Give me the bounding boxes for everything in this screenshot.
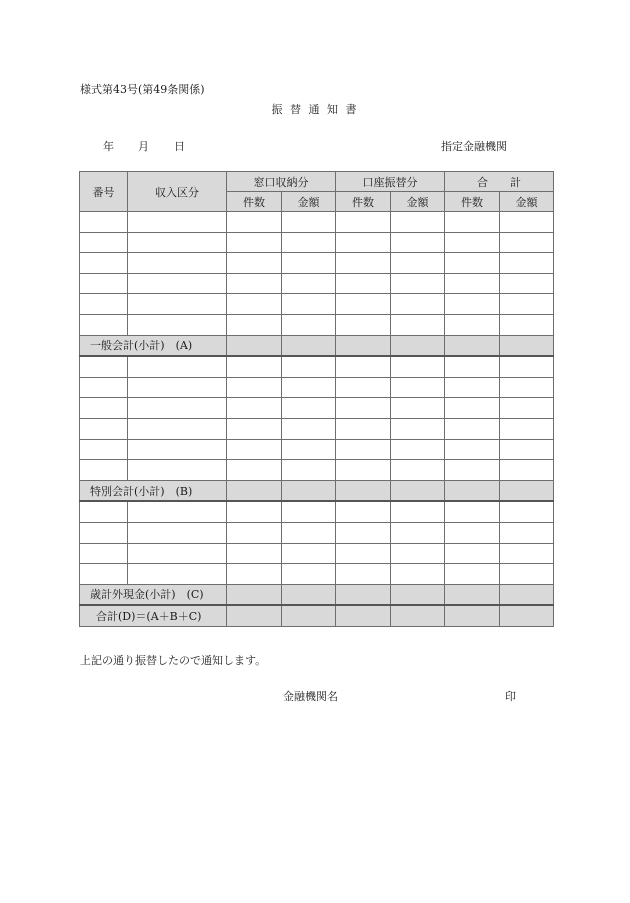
table-cell[interactable] (336, 335, 391, 356)
table-cell[interactable] (128, 253, 227, 274)
table-cell[interactable] (336, 253, 391, 274)
table-cell[interactable] (500, 232, 554, 253)
table-cell[interactable] (227, 460, 282, 481)
date-year-label: 年 (103, 140, 114, 153)
table-cell[interactable] (500, 398, 554, 419)
table-cell[interactable] (282, 314, 336, 335)
table-cell[interactable] (445, 398, 500, 419)
table-cell[interactable] (391, 335, 445, 356)
table-cell[interactable] (128, 501, 227, 522)
table-row (80, 377, 554, 398)
table-cell[interactable] (445, 418, 500, 439)
table-cell[interactable] (80, 356, 128, 377)
table-cell[interactable] (445, 314, 500, 335)
table-cell[interactable] (80, 501, 128, 522)
table-cell[interactable] (227, 232, 282, 253)
table-cell[interactable] (227, 314, 282, 335)
table-row (80, 294, 554, 315)
header-window-collection: 窓口収納分 (227, 172, 336, 192)
table-cell[interactable] (282, 501, 336, 522)
table-cell[interactable] (128, 460, 227, 481)
subtotal-extra-budget-cash-label: 歳計外現金(小計) (C) (80, 584, 227, 605)
table-cell[interactable] (336, 212, 391, 233)
table-cell[interactable] (227, 335, 282, 356)
table-cell[interactable] (445, 543, 500, 564)
table-cell[interactable] (128, 398, 227, 419)
table-cell[interactable] (445, 273, 500, 294)
table-cell[interactable] (80, 418, 128, 439)
table-cell[interactable] (227, 273, 282, 294)
table-cell[interactable] (445, 584, 500, 605)
table-cell[interactable] (391, 480, 445, 501)
table-cell[interactable] (282, 294, 336, 315)
table-row (80, 418, 554, 439)
table-cell[interactable] (282, 480, 336, 501)
table-cell[interactable] (445, 232, 500, 253)
subtotal-extra-budget-cash (80, 584, 554, 605)
table-cell[interactable] (500, 439, 554, 460)
table-cell[interactable] (282, 439, 336, 460)
table-cell[interactable] (128, 564, 227, 585)
table-cell[interactable] (336, 439, 391, 460)
table-cell[interactable] (282, 212, 336, 233)
table-cell[interactable] (80, 253, 128, 274)
table-cell[interactable] (128, 273, 227, 294)
subtotal-general-account (80, 335, 554, 356)
header-account-transfer: 口座振替分 (336, 172, 445, 192)
table-cell[interactable] (128, 522, 227, 543)
table-cell[interactable] (80, 377, 128, 398)
designated-bank-label: 指定金融機関 (441, 140, 507, 153)
table-cell[interactable] (500, 543, 554, 564)
table-cell[interactable] (391, 398, 445, 419)
table-cell[interactable] (445, 605, 500, 626)
table-cell[interactable] (391, 522, 445, 543)
table-cell[interactable] (128, 232, 227, 253)
table-cell[interactable] (391, 314, 445, 335)
header-window-amount: 金額 (282, 192, 336, 212)
table-cell[interactable] (391, 543, 445, 564)
table-cell[interactable] (500, 294, 554, 315)
table-cell[interactable] (500, 212, 554, 233)
table-cell[interactable] (282, 522, 336, 543)
header-transfer-amount: 金額 (391, 192, 445, 212)
table-cell[interactable] (391, 253, 445, 274)
table-cell[interactable] (336, 543, 391, 564)
table-cell[interactable] (445, 212, 500, 233)
table-cell[interactable] (500, 480, 554, 501)
header-total: 合 計 (445, 172, 554, 192)
table-row (80, 398, 554, 419)
table-cell[interactable] (391, 356, 445, 377)
notice-text: 上記の通り振替したので通知します。 (80, 654, 267, 667)
table-row (80, 273, 554, 294)
table-cell[interactable] (391, 460, 445, 481)
table-cell[interactable] (500, 418, 554, 439)
table-cell[interactable] (336, 294, 391, 315)
grand-total-row (80, 605, 554, 626)
table-cell[interactable] (500, 501, 554, 522)
table-cell[interactable] (227, 398, 282, 419)
bank-name-label: 金融機関名 (283, 690, 338, 703)
table-cell[interactable] (445, 564, 500, 585)
table-cell[interactable] (336, 605, 391, 626)
transfer-table (79, 171, 554, 627)
table-cell[interactable] (227, 356, 282, 377)
table-cell[interactable] (128, 418, 227, 439)
header-transfer-count: 件数 (336, 192, 391, 212)
table-row (80, 253, 554, 274)
table-cell[interactable] (227, 584, 282, 605)
grand-total-row-label: 合計(D)＝(A＋B＋C) (80, 605, 227, 626)
subtotal-special-account-label: 特別会計(小計) (B) (80, 480, 227, 501)
table-cell[interactable] (282, 335, 336, 356)
table-row (80, 212, 554, 233)
table-cell[interactable] (500, 377, 554, 398)
table-cell[interactable] (445, 253, 500, 274)
table-cell[interactable] (128, 314, 227, 335)
table-row (80, 232, 554, 253)
table-cell[interactable] (391, 377, 445, 398)
table-cell[interactable] (282, 356, 336, 377)
table-cell[interactable] (282, 605, 336, 626)
table-cell[interactable] (391, 212, 445, 233)
table-cell[interactable] (500, 460, 554, 481)
table-cell[interactable] (391, 439, 445, 460)
table-cell[interactable] (391, 564, 445, 585)
table-cell[interactable] (227, 253, 282, 274)
table-row (80, 356, 554, 377)
table-cell[interactable] (445, 294, 500, 315)
table-row (80, 564, 554, 585)
table-cell[interactable] (336, 564, 391, 585)
table-row (80, 543, 554, 564)
table-cell[interactable] (500, 356, 554, 377)
table-cell[interactable] (445, 501, 500, 522)
date-day-label: 日 (174, 140, 185, 153)
table-cell[interactable] (445, 356, 500, 377)
table-cell[interactable] (391, 273, 445, 294)
table-cell[interactable] (336, 460, 391, 481)
table-cell[interactable] (227, 480, 282, 501)
table-cell[interactable] (128, 294, 227, 315)
table-cell[interactable] (391, 418, 445, 439)
table-cell[interactable] (500, 335, 554, 356)
table-cell[interactable] (282, 377, 336, 398)
table-cell[interactable] (500, 314, 554, 335)
table-cell[interactable] (227, 543, 282, 564)
table-cell[interactable] (128, 543, 227, 564)
table-cell[interactable] (445, 522, 500, 543)
table-cell[interactable] (391, 584, 445, 605)
table-cell[interactable] (80, 273, 128, 294)
subtotal-special-account (80, 480, 554, 501)
table-cell[interactable] (227, 439, 282, 460)
table-row (80, 314, 554, 335)
table-cell[interactable] (282, 418, 336, 439)
table-cell[interactable] (336, 584, 391, 605)
header-total-amount: 金額 (500, 192, 554, 212)
table-cell[interactable] (80, 522, 128, 543)
table-cell[interactable] (128, 212, 227, 233)
table-cell[interactable] (500, 522, 554, 543)
table-row (80, 501, 554, 522)
table-cell[interactable] (80, 314, 128, 335)
table-cell[interactable] (128, 439, 227, 460)
table-cell[interactable] (445, 439, 500, 460)
document-title: 振 替 通 知 書 (271, 103, 359, 116)
table-cell[interactable] (391, 294, 445, 315)
table-cell[interactable] (336, 356, 391, 377)
table-cell[interactable] (227, 605, 282, 626)
table-cell[interactable] (227, 212, 282, 233)
table-cell[interactable] (80, 232, 128, 253)
table-row (80, 460, 554, 481)
table-cell[interactable] (500, 605, 554, 626)
table-cell[interactable] (282, 398, 336, 419)
subtotal-general-account-label: 一般会計(小計) (A) (80, 335, 227, 356)
table-cell[interactable] (227, 501, 282, 522)
table-cell[interactable] (500, 584, 554, 605)
table-cell[interactable] (80, 543, 128, 564)
table-cell[interactable] (227, 377, 282, 398)
table-cell[interactable] (80, 212, 128, 233)
table-cell[interactable] (128, 377, 227, 398)
form-number: 様式第43号(第49条関係) (80, 83, 205, 96)
table-cell[interactable] (445, 377, 500, 398)
table-cell[interactable] (500, 564, 554, 585)
table-cell[interactable] (80, 439, 128, 460)
header-window-count: 件数 (227, 192, 282, 212)
table-cell[interactable] (336, 232, 391, 253)
table-cell[interactable] (227, 418, 282, 439)
table-cell[interactable] (336, 398, 391, 419)
table-cell[interactable] (500, 273, 554, 294)
header-income-category: 収入区分 (128, 172, 227, 212)
table-cell[interactable] (445, 460, 500, 481)
table-cell[interactable] (445, 335, 500, 356)
header-total-count: 件数 (445, 192, 500, 212)
table-cell[interactable] (282, 584, 336, 605)
table-cell[interactable] (391, 605, 445, 626)
table-cell[interactable] (445, 480, 500, 501)
table-cell[interactable] (500, 253, 554, 274)
table-cell[interactable] (282, 564, 336, 585)
table-cell[interactable] (391, 501, 445, 522)
seal-mark: 印 (505, 690, 516, 703)
table-row (80, 439, 554, 460)
table-cell[interactable] (336, 501, 391, 522)
table-cell[interactable] (80, 398, 128, 419)
table-row (80, 522, 554, 543)
table-cell[interactable] (80, 294, 128, 315)
table-cell[interactable] (336, 314, 391, 335)
table-cell[interactable] (227, 294, 282, 315)
table-cell[interactable] (80, 564, 128, 585)
table-cell[interactable] (336, 418, 391, 439)
table-cell[interactable] (282, 460, 336, 481)
table-cell[interactable] (391, 232, 445, 253)
date-month-label: 月 (138, 140, 149, 153)
table-cell[interactable] (282, 543, 336, 564)
table-cell[interactable] (336, 480, 391, 501)
table-cell[interactable] (336, 377, 391, 398)
table-cell[interactable] (227, 564, 282, 585)
table-cell[interactable] (282, 273, 336, 294)
table-cell[interactable] (227, 522, 282, 543)
table-cell[interactable] (282, 253, 336, 274)
table-cell[interactable] (336, 273, 391, 294)
table-cell[interactable] (336, 522, 391, 543)
table-cell[interactable] (282, 232, 336, 253)
header-number: 番号 (80, 172, 128, 212)
table-cell[interactable] (128, 356, 227, 377)
table-cell[interactable] (80, 460, 128, 481)
